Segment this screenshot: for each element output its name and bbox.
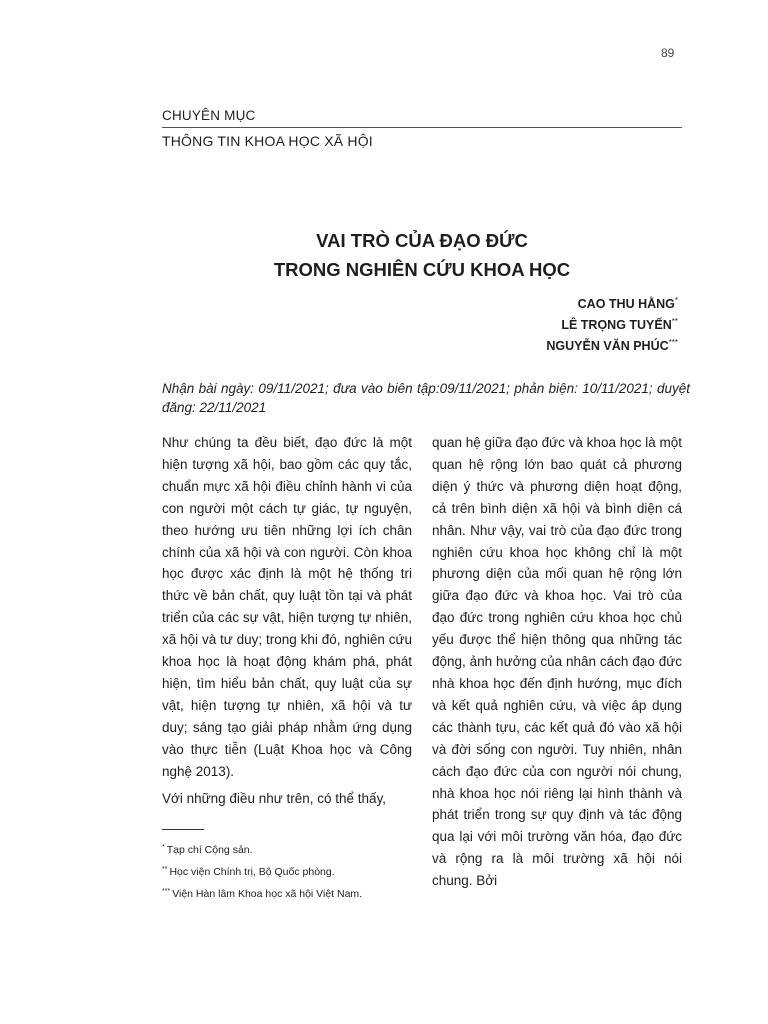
footnotes xyxy=(162,838,422,904)
author-3 xyxy=(546,334,678,355)
footnote-mark: ** xyxy=(162,866,168,873)
footnote-2 xyxy=(162,860,422,882)
section-label: CHUYÊN MỤC xyxy=(162,108,256,123)
section-divider xyxy=(162,127,682,128)
article-title xyxy=(162,226,682,284)
submission-dates: Nhận bài ngày: 09/11/2021; đưa vào biên tập:09/11/2021; phản biện: 10/11/2021; duyệt đăng: 22/11/2021 xyxy=(162,381,690,415)
author-name: CAO THU HẰNG xyxy=(577,297,675,311)
body-column-left xyxy=(162,432,412,809)
section-name: THÔNG TIN KHOA HỌC XÃ HỘI xyxy=(162,133,373,149)
author-footnote-mark: * xyxy=(674,296,678,305)
author-name: LÊ TRỌNG TUYẾN xyxy=(561,318,672,332)
author-name: NGUYỄN VĂN PHÚC xyxy=(546,339,669,353)
footnote-3 xyxy=(162,882,422,904)
author-footnote-mark: ** xyxy=(671,317,678,326)
body-paragraph: Như chúng ta đều biết, đạo đức là một hiện tượng xã hội, bao gồm các quy tắc, chuẩn mực xã hội điều chỉnh hành vi của con người một cách tự giác, tự nguyện, theo hướng ưu tiên những lợi ích chân chính của xã hội và con người. Còn khoa học được xác định là một hệ thống tri thức về bản chất, quy luật tồn tại và phát triển của các sự vật, hiện tượng tự nhiên, xã hội và tư duy; trong khi đó, nghiên cứu khoa học là hoạt động khám phá, phát hiện, tìm hiểu bản chất, quy luật của sự vật, hiện tượng tự nhiên, xã hội và tư duy; sáng tạo giải pháp nhằm ứng dụng vào thực tiễn (Luật Khoa học và Công nghệ 2013). xyxy=(162,435,412,779)
body-paragraph: quan hệ giữa đạo đức và khoa học là một quan hệ rộng lớn bao quát cả phương diện ý thức và phương diện hoạt động, cả trên bình diện xã hội và bình diện cá nhân. Như vậy, vai trò của đạo đức trong nghiên cứu khoa học không chỉ là một phương diện của mối quan hệ rộng lớn giữa đạo đức và khoa học. Vai trò của đạo đức trong nghiên cứu khoa học chủ yếu được thể hiện thông qua những tác động, ảnh hưởng của nhân cách đạo đức nhà khoa học đến định hướng, mục đích và kết quả nghiên cứu, và việc áp dụng các thành tựu, các kết quả đó vào xã hội và đời sống con người. Tuy nhiên, nhân cách đạo đức của con người nói chung, nhà khoa học nói riêng lại hình thành và phát triển trong sự quy định và tác động qua lại với môi trường văn hóa, đạo đức và rộng ra là môi trường xã hội nói chung. Bởi xyxy=(432,435,682,889)
body-paragraph: Với những điều như trên, có thể thấy, xyxy=(162,790,387,806)
author-footnote-mark: *** xyxy=(668,338,678,347)
footnote-text: Tạp chí Cộng sản. xyxy=(166,844,253,856)
author-list xyxy=(546,292,678,355)
article-title-line-1: VAI TRÒ CỦA ĐẠO ĐỨC xyxy=(316,230,528,251)
footnote-mark: * xyxy=(162,844,165,851)
author-1 xyxy=(546,292,678,313)
page-number: 89 xyxy=(661,46,675,60)
footnote-mark: *** xyxy=(162,888,171,895)
footnote-divider xyxy=(162,829,204,830)
article-title-line-2: TRONG NGHIÊN CỨU KHOA HỌC xyxy=(273,259,571,280)
author-2 xyxy=(546,313,678,334)
footnote-1 xyxy=(162,838,422,860)
footnote-text: Viện Hàn lâm Khoa học xã hội Việt Nam. xyxy=(172,888,363,900)
footnote-text: Học viện Chính trị, Bộ Quốc phòng. xyxy=(169,866,335,878)
body-column-right xyxy=(432,432,682,892)
